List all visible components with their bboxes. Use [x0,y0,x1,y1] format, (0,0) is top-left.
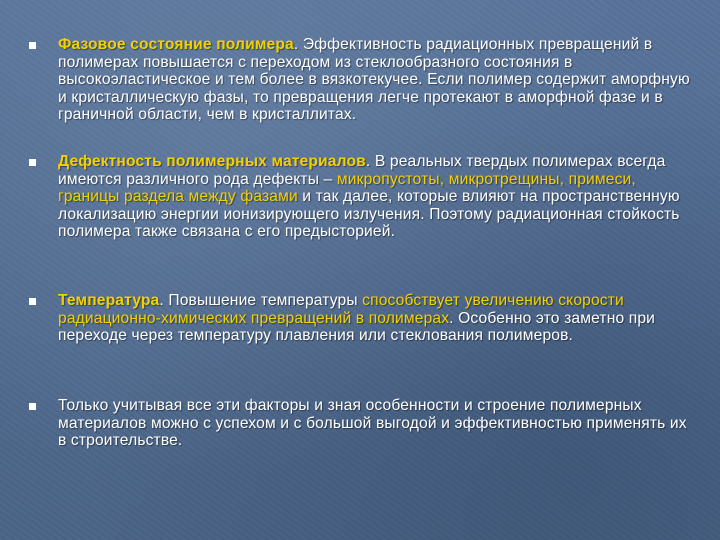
list-item-text: Только учитывая все эти факторы и зная особенности и строение полимерных материалов можно с успехом и с большой выгодой и эффективностью применять их в строительстве. [58,397,687,449]
list-item-temperature [58,292,698,345]
square-bullet-icon [29,403,36,410]
list-item-conclusion [58,397,698,450]
body-text-before: . Повышение температуры [159,292,363,309]
term-defects: Дефектность полимерных материалов [58,153,366,170]
body-text-after: и так далее, которые влияют на пространственную локализацию энергии ионизирующего излучения. Поэтому радиационная стойкость полимера также связана с его предысторией. [58,188,680,240]
list-item-defects [58,153,698,241]
square-bullet-icon [29,159,36,166]
list-item-text [58,153,698,241]
square-bullet-icon [29,298,36,305]
term-phase-state: Фазовое состояние полимера [58,36,294,53]
highlight-temperature-effect: способствует увеличению скорости радиационно-химических превращений в полимерах [58,292,624,327]
term-temperature: Температура [58,292,160,309]
list-item-text [58,292,698,345]
body-text-before: . В реальных твердых полимерах всегда имеются различного рода дефекты – [58,153,666,188]
highlight-defect-types: микропустоты, микротрещины, примеси, границы раздела между фазами [58,170,636,205]
list-item-phase-state [58,36,698,124]
square-bullet-icon [29,42,36,49]
body-text: . Эффективность радиационных превращений в полимерах повышается с переходом из стеклообразного состояния в высокоэластическое и тем более в вязкотекучее. Если полимер содержит аморфную и кристаллическую фазы, то превращения легче протекают в аморфной фазе и в граничной области, чем в кристаллитах. [58,36,690,123]
list-item-text [58,36,698,124]
body-text-after: . Особенно это заметно при переходе через температуру плавления или стеклования полимеров. [58,309,656,344]
